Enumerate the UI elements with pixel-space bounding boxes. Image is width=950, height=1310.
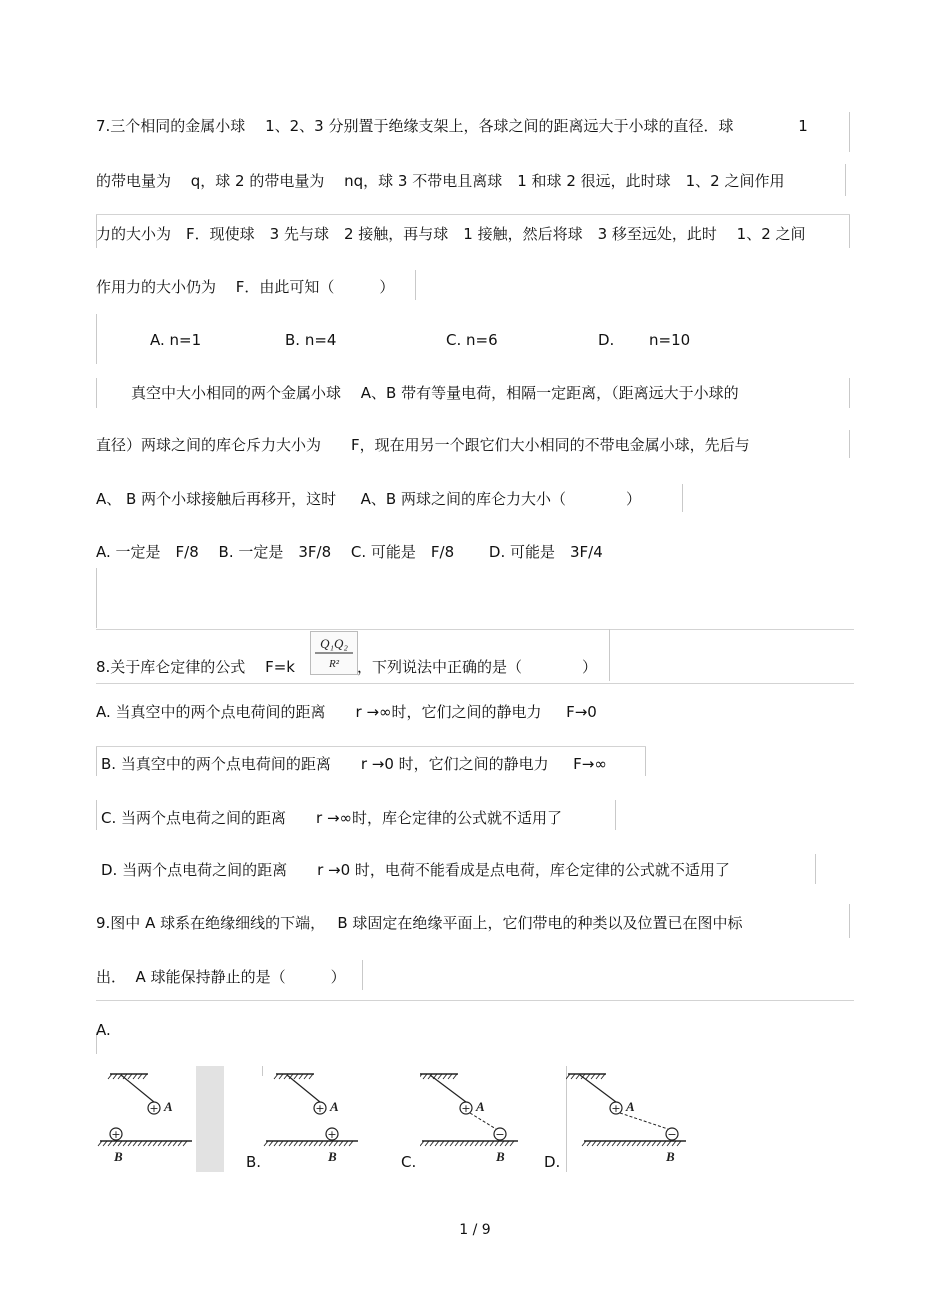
q7b-options: A. 一定是 F/8 B. 一定是 3F/8 C. 可能是 F/8 D. 可能是 3F/4 [96, 543, 603, 561]
ball-b-sign: + [111, 1128, 121, 1141]
coulomb-formula [310, 631, 358, 675]
scan-border [96, 746, 97, 776]
q7-option-d: D. [598, 331, 615, 349]
label-a: A [626, 1099, 635, 1114]
q9-option-label-a: A. [96, 1021, 111, 1039]
scan-border [849, 904, 850, 938]
q7-option-d-value: n=10 [649, 331, 691, 349]
scan-border [849, 430, 850, 458]
scan-border [96, 683, 854, 684]
label-a: A [476, 1099, 485, 1114]
label-b: B [666, 1149, 675, 1164]
figure-b [262, 1066, 362, 1172]
label-b: B [496, 1149, 505, 1164]
scan-border [615, 800, 616, 830]
svg-text:Q₁Q₂: Q₁Q₂ [320, 636, 348, 651]
q7b-line: A、 B 两个小球接触后再移开，这时 A、B 两球之间的库仑力大小（ ） [96, 490, 641, 508]
scan-border [96, 314, 97, 364]
q9-option-label-c: C. [401, 1153, 417, 1171]
scan-border [96, 746, 646, 747]
ball-a-sign: + [611, 1102, 621, 1115]
label-b: B [114, 1149, 123, 1164]
q8-stem-prefix: 8.关于库仑定律的公式 F=k [96, 658, 295, 676]
q7-line: 7.三个相同的金属小球 1、2、3 分别置于绝缘支架上，各球之间的距离远大于小球的直径．球 1 [96, 117, 808, 135]
scan-border [96, 1000, 854, 1001]
ball-a-sign: + [315, 1102, 325, 1115]
scan-border [849, 378, 850, 408]
ball-a-sign: + [149, 1102, 159, 1115]
q7-option-c: C. n=6 [446, 331, 498, 349]
scan-border [645, 746, 646, 776]
thread [287, 1075, 320, 1102]
scan-border [96, 214, 850, 215]
ball-b-sign: − [495, 1128, 505, 1141]
scan-border [96, 629, 854, 630]
scan-border [609, 629, 610, 681]
label-a: A [330, 1099, 339, 1114]
label-a: A [164, 1099, 173, 1114]
q7b-line: 直径）两球之间的库仑斥力大小为 F，现在用另一个跟它们大小相同的不带电金属小球，先后与 [96, 436, 750, 454]
scan-border [415, 270, 416, 300]
figure-a [96, 1066, 196, 1172]
scan-artifact [196, 1066, 224, 1172]
dashed-line [620, 1113, 668, 1129]
q7-line: 的带电量为 q，球 2 的带电量为 nq，球 3 不带电且离球 1 和球 2 很远，此时球 1、2 之间作用 [96, 172, 785, 190]
q7-option-b: B. n=4 [285, 331, 337, 349]
svg-text:R²: R² [328, 658, 340, 670]
q8-option-b: B. 当真空中的两个点电荷间的距离 r →0 时，它们之间的静电力 F→∞ [101, 755, 607, 773]
q7-line: 作用力的大小仍为 F．由此可知（ ） [96, 278, 395, 296]
q7-option-a: A. n=1 [150, 331, 202, 349]
q9-line: 9.图中 A 球系在绝缘细线的下端， B 球固定在绝缘平面上，它们带电的种类以及位置已在图中标 [96, 914, 743, 932]
label-b: B [328, 1149, 337, 1164]
figure-c [420, 1066, 520, 1172]
ball-b-sign: + [327, 1128, 337, 1141]
ball-b-sign: − [667, 1128, 677, 1141]
scan-border [849, 214, 850, 248]
thread [430, 1075, 466, 1102]
scan-border [845, 164, 846, 196]
scan-border [815, 854, 816, 884]
scan-border [96, 568, 97, 628]
q9-option-label-d: D. [544, 1153, 561, 1171]
figure-d [566, 1066, 690, 1172]
scan-border [362, 960, 363, 990]
scan-border [849, 112, 850, 152]
q7-line: 力的大小为 F．现使球 3 先与球 2 接触，再与球 1 接触，然后将球 3 移至远处，此时 1、2 之间 [96, 225, 806, 243]
page-number: 1 / 9 [459, 1222, 491, 1238]
q8-option-d: D. 当两个点电荷之间的距离 r →0 时，电荷不能看成是点电荷，库仑定律的公式就不适用了 [101, 861, 730, 879]
scan-border [96, 800, 97, 830]
q7b-line: 真空中大小相同的两个金属小球 A、B 带有等量电荷，相隔一定距离，（距离远大于小球的 [131, 384, 739, 402]
ball-a-sign: + [461, 1102, 471, 1115]
q9-line: 出． A 球能保持静止的是（ ） [96, 968, 346, 986]
q8-stem-suffix: ，下列说法中正确的是（ ） [357, 658, 598, 676]
q8-option-a: A. 当真空中的两个点电荷间的距离 r →∞时，它们之间的静电力 F→0 [96, 703, 597, 721]
q8-option-c: C. 当两个点电荷之间的距离 r →∞时，库仑定律的公式就不适用了 [101, 809, 563, 827]
q9-option-label-b: B. [246, 1153, 262, 1171]
scan-border [96, 378, 97, 408]
thread [121, 1075, 154, 1102]
scan-border [682, 484, 683, 512]
thread [580, 1075, 616, 1102]
dashed-line [470, 1113, 496, 1129]
